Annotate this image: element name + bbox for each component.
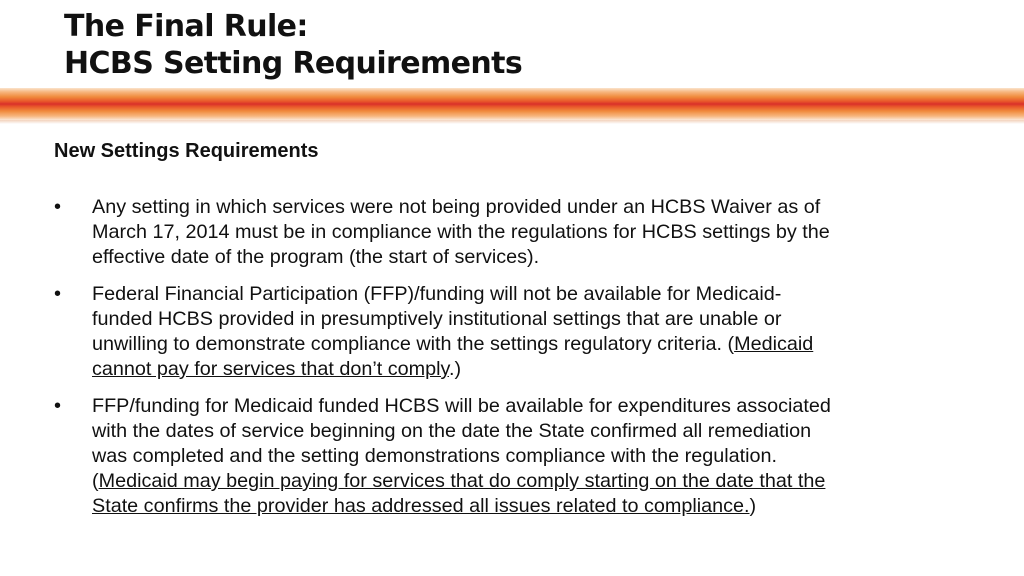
bullet-1-line-3: effective date of the program (the start of services). [92,246,540,268]
underlined-emphasis: State confirms the provider has addressed all issues related to compliance. [92,495,750,517]
underlined-emphasis: cannot pay for services that don’t comply [92,358,449,380]
bullet-3-line-2: with the dates of service beginning on the date the State confirmed all remediation [92,420,812,442]
title-line-1: The Final Rule: [64,9,308,44]
bullet-marker: • [54,283,62,305]
bullet-marker: • [54,395,62,417]
bullet-2-line-1: Federal Financial Participation (FFP)/funding will not be available for Medicaid- [92,283,782,305]
bullet-item-1 [54,195,984,270]
bullet-3-text: ( [92,470,99,492]
bullet-3-line-4 [92,469,984,494]
bullet-1-line-2: March 17, 2014 must be in compliance with the regulations for HCBS settings by the [92,221,830,243]
bullet-3-line-5 [92,494,984,519]
bullet-3-line-3: was completed and the setting demonstrations compliance with the regulation. [92,445,778,467]
bullet-1-line-1: Any setting in which services were not being provided under an HCBS Waiver as of [92,196,821,218]
underlined-emphasis: Medicaid [734,333,814,355]
section-heading: New Settings Requirements [54,140,319,162]
bullet-item-2 [54,282,984,382]
bullet-2-text: .) [448,358,462,380]
bullet-2-line-2: funded HCBS provided in presumptively institutional settings that are unable or [92,308,782,330]
bullet-2-text: unwilling to demonstrate compliance with the settings regulatory criteria. ( [92,333,735,355]
bullet-3-text: ) [749,495,757,517]
bullet-marker: • [54,196,62,218]
decorative-gradient-band [0,88,1024,120]
title-line-2: HCBS Setting Requirements [64,46,523,81]
bullet-2-line-3 [92,332,984,357]
bullet-3-line-1: FFP/funding for Medicaid funded HCBS will be available for expenditures associated [92,395,831,417]
bullet-item-3 [54,394,984,519]
underlined-emphasis: Medicaid may begin paying for services that do comply starting on the date that the [98,470,826,492]
page-title [64,8,522,82]
bullet-2-line-4 [92,357,984,382]
bullet-list [54,195,984,531]
